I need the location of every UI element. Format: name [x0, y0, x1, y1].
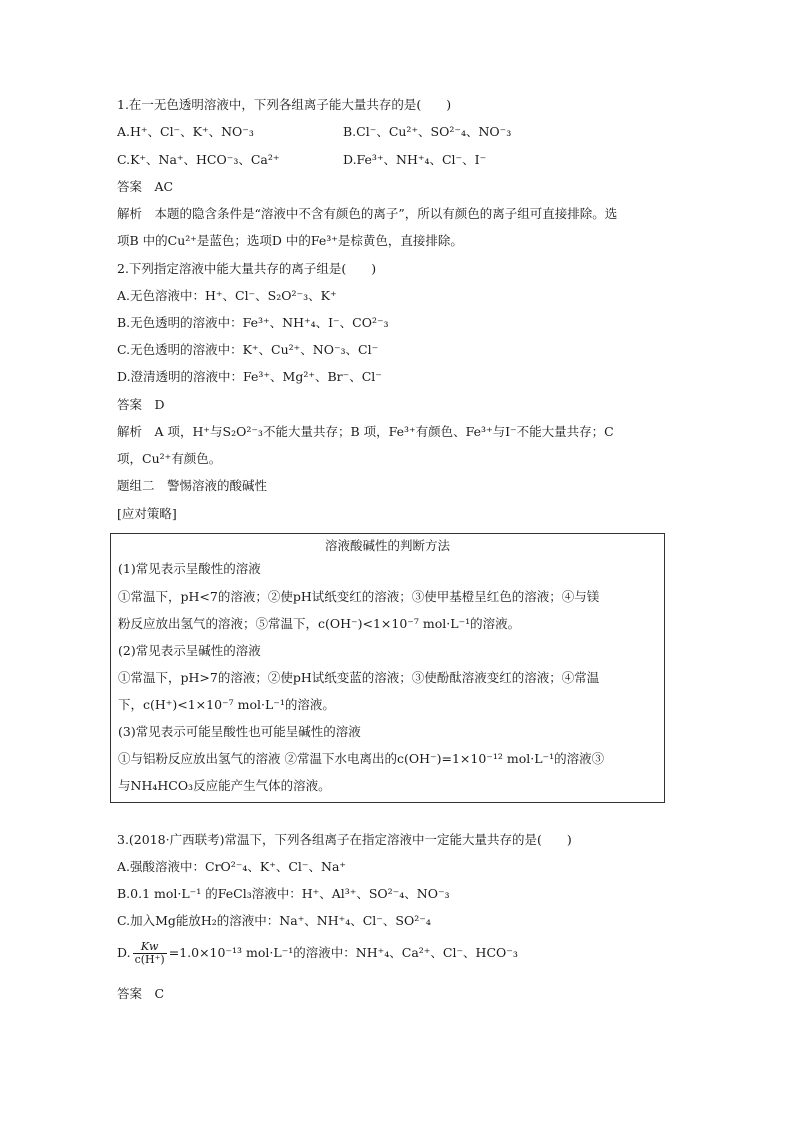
q1-option-b: B.Cl⁻、Cu²⁺、SO²⁻₄、NO⁻₃ — [343, 124, 512, 139]
box-heading-acidic: (1)常见表示呈酸性的溶液 — [118, 561, 261, 576]
strategy-label: [应对策略] — [117, 506, 177, 521]
q1-option-c: C.K⁺、Na⁺、HCO⁻₃、Ca²⁺ — [117, 152, 280, 167]
box-basic-line2: 下，c(H⁺)<1×10⁻⁷ mol·L⁻¹的溶液。 — [118, 697, 335, 712]
box-acidic-line2: 粉反应放出氢气的溶液；⑤常温下，c(OH⁻)<1×10⁻⁷ mol·L⁻¹的溶液。 — [118, 616, 521, 631]
q3-option-b: B.0.1 mol·L⁻¹ 的FeCl₃溶液中：H⁺、Al³⁺、SO²⁻₄、NO⁻₃ — [117, 886, 450, 901]
q2-stem: 2.下列指定溶液中能大量共存的离子组是( ) — [117, 261, 377, 276]
q1-analysis-line1: 解析 本题的隐含条件是“溶液中不含有颜色的离子”，所以有颜色的离子组可直接排除。选 — [117, 206, 618, 221]
q1-option-d: D.Fe³⁺、NH⁺₄、Cl⁻、I⁻ — [343, 152, 487, 167]
q2-option-a: A.无色溶液中：H⁺、Cl⁻、S₂O²⁻₃、K⁺ — [117, 288, 337, 303]
q1-analysis-line2: 项B 中的Cu²⁺是蓝色；选项D 中的Fe³⁺是棕黄色，直接排除。 — [117, 233, 463, 248]
box-heading-either: (3)常见表示可能呈酸性也可能呈碱性的溶液 — [118, 724, 361, 739]
q1-answer: 答案 AC — [117, 179, 174, 194]
q2-option-c: C.无色透明的溶液中：K⁺、Cu²⁺、NO⁻₃、Cl⁻ — [117, 342, 379, 357]
q3-option-d-prefix: D. — [117, 945, 131, 960]
q2-answer: 答案 D — [117, 397, 165, 412]
fraction-denominator: c(H⁺) — [134, 953, 165, 966]
box-acidic-line1: ①常温下，pH<7的溶液；②使pH试纸变红的溶液；③使甲基橙呈红色的溶液；④与镁 — [118, 589, 600, 604]
q3-stem: 3.(2018·广西联考)常温下，下列各组离子在指定溶液中一定能大量共存的是( ) — [117, 832, 572, 847]
q3-option-d-text: =1.0×10⁻¹³ mol·L⁻¹的溶液中：NH⁺₄、Ca²⁺、Cl⁻、HCO⁻₃ — [168, 945, 518, 960]
box-heading-basic: (2)常见表示呈碱性的溶液 — [118, 643, 261, 658]
q3-option-a: A.强酸溶液中：CrO²⁻₄、K⁺、Cl⁻、Na⁺ — [117, 859, 346, 874]
box-title: 溶液酸碱性的判断方法 — [324, 538, 450, 553]
q2-analysis-line2: 项，Cu²⁺有颜色。 — [117, 451, 222, 466]
kw-fraction — [133, 941, 167, 966]
q2-analysis-line1: 解析 A 项，H⁺与S₂O²⁻₃不能大量共存；B 项，Fe³⁺有颜色、Fe³⁺与I⁻不能大量共存；C — [117, 424, 614, 439]
q3-option-c: C.加入Mg能放H₂的溶液中：Na⁺、NH⁺₄、Cl⁻、SO²⁻₄ — [117, 913, 431, 928]
q2-option-b: B.无色透明的溶液中：Fe³⁺、NH⁺₄、I⁻、CO²⁻₃ — [117, 315, 389, 330]
fraction-numerator: Kw — [133, 941, 167, 954]
strategy-box — [110, 533, 665, 803]
box-basic-line1: ①常温下，pH>7的溶液；②使pH试纸变蓝的溶液；③使酚酞溶液变红的溶液；④常温 — [118, 670, 600, 685]
q3-option-d — [117, 940, 518, 966]
box-either-line1: ①与铝粉反应放出氢气的溶液 ②常温下水电离出的c(OH⁻)=1×10⁻¹² mol·L⁻¹的溶液③ — [118, 751, 605, 766]
q2-option-d: D.澄清透明的溶液中：Fe³⁺、Mg²⁺、Br⁻、Cl⁻ — [117, 369, 382, 384]
q3-answer: 答案 C — [117, 986, 165, 1001]
q1-option-a: A.H⁺、Cl⁻、K⁺、NO⁻₃ — [117, 124, 254, 139]
q1-stem: 1.在一无色透明溶液中，下列各组离子能大量共存的是( ) — [117, 97, 452, 112]
box-either-line2: 与NH₄HCO₃反应能产生气体的溶液。 — [118, 778, 331, 793]
group2-title: 题组二 警惕溶液的酸碱性 — [117, 478, 268, 493]
